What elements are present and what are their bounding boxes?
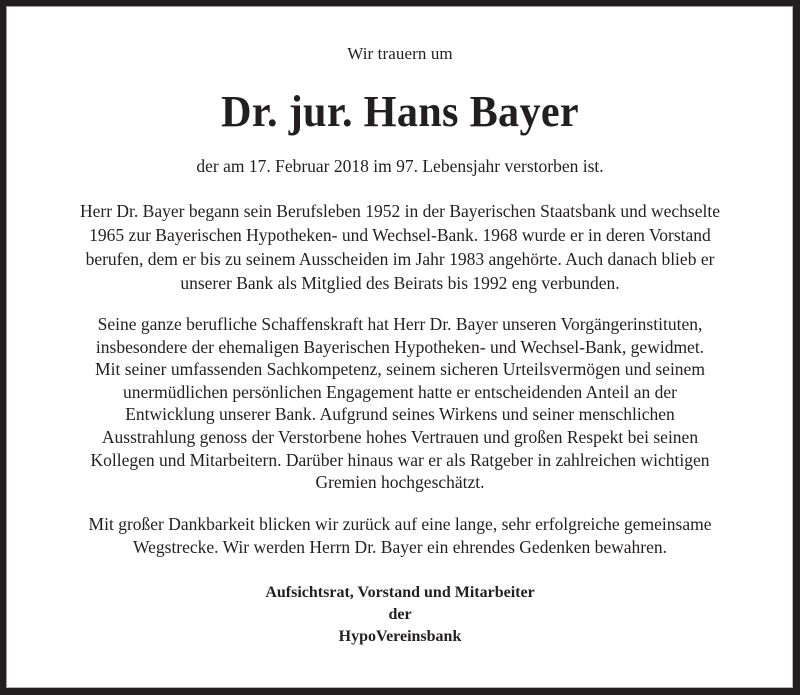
paragraph-line: Wegstrecke. Wir werden Herrn Dr. Bayer ein ehrendes Gedenken bewahren. bbox=[133, 537, 667, 557]
paragraph-line: Mit großer Dankbarkeit blicken wir zurück auf eine lange, sehr erfolgreiche gemeinsame bbox=[88, 514, 712, 534]
paragraph-tribute bbox=[0, 313, 800, 494]
paragraph-line: unermüdlichen persönlichen Engagement hatte er entscheidenden Anteil an der bbox=[123, 381, 677, 402]
paragraph-line: Entwicklung unserer Bank. Aufgrund seines Wirkens und seiner menschlichen bbox=[125, 404, 675, 425]
paragraph-line: 1965 zur Bayerischen Hypotheken- und Wechsel-Bank. 1968 wurde er in deren Vorstand bbox=[89, 225, 711, 245]
signature-company: HypoVereinsbank bbox=[338, 628, 462, 645]
death-date-line: der am 17. Februar 2018 im 97. Lebensjahr verstorben ist. bbox=[196, 156, 604, 176]
paragraph-line: unserer Bank als Mitglied des Beirats bis 1992 eng verbunden. bbox=[180, 273, 620, 293]
paragraph-line: Mit seiner umfassenden Sachkompetenz, seinem sicheren Urteilsvermögen und seinem bbox=[95, 359, 705, 380]
paragraph-gratitude bbox=[0, 513, 800, 559]
paragraph-line: Kollegen und Mitarbeitern. Darüber hinaus war er als Ratgeber in zahlreichen wichtigen bbox=[90, 449, 710, 470]
paragraph-line: Seine ganze berufliche Schaffenskraft hat Herr Dr. Bayer unseren Vorgängerinstituten, bbox=[97, 314, 703, 334]
paragraph-career bbox=[0, 199, 800, 295]
deceased-name: Dr. jur. Hans Bayer bbox=[221, 87, 579, 136]
paragraph-line: Ausstrahlung genoss der Verstorbene hohes Vertrauen und großen Respekt bei seinen bbox=[101, 426, 699, 447]
signature-line: Aufsichtsrat, Vorstand und Mitarbeiter bbox=[265, 584, 535, 601]
signature-line: der bbox=[388, 606, 412, 623]
intro-line: Wir trauern um bbox=[347, 44, 453, 63]
paragraph-line: insbesondere der ehemaligen Bayerischen Hypotheken- und Wechsel-Bank, gewidmet. bbox=[95, 336, 705, 357]
paragraph-line: berufen, dem er bis zu seinem Ausscheiden im Jahr 1983 angehörte. Auch danach blieb er bbox=[85, 249, 715, 269]
paragraph-line: Herr Dr. Bayer begann sein Berufsleben 1952 in der Bayerischen Staatsbank und wechselte bbox=[79, 201, 720, 221]
paragraph-line: Gremien hochgeschätzt. bbox=[315, 472, 485, 493]
signature-block bbox=[0, 582, 800, 648]
